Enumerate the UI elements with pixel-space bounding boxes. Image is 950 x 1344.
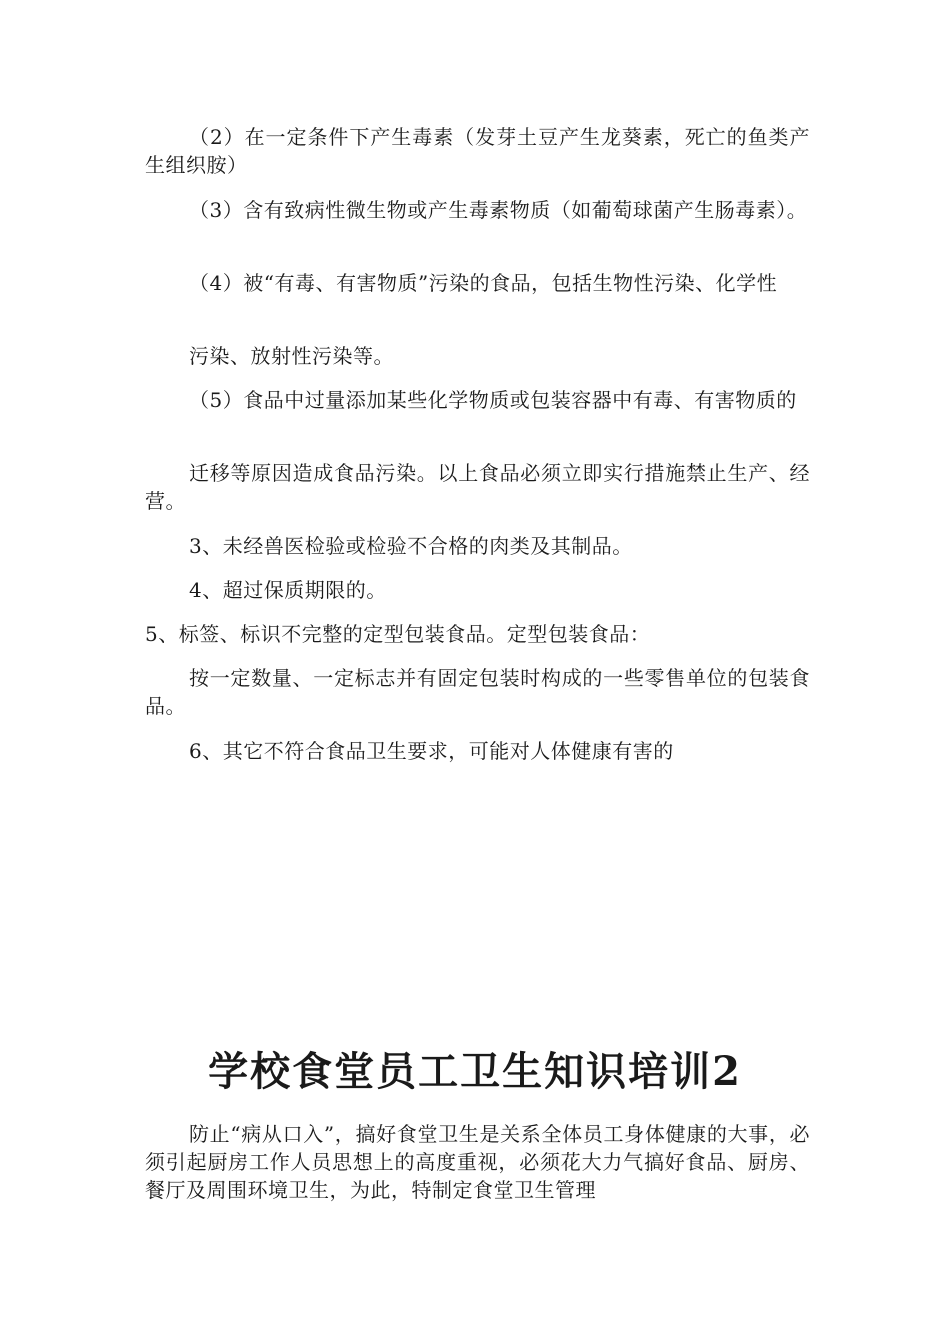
paragraph-intro: 防止“病从口入”，搞好食堂卫生是关系全体员工身体健康的大事，必须引起厨房工作人员思想上的高度重视，必须花大力气搞好食品、厨房、餐厅及周围环境卫生，为此，特制定食堂卫生管理 <box>145 1122 810 1202</box>
paragraph-packaged-food-definition: 按一定数量、一定标志并有固定包装时构成的一些零售单位的包装食品。 <box>145 666 810 718</box>
paragraph-chemical-additives: （5）食品中过量添加某些化学物质或包装容器中有毒、有害物质的 <box>189 388 797 412</box>
section-title: 学校食堂员工卫生知识培训2 <box>208 1048 742 1095</box>
paragraph-incomplete-labels: 5、标签、标识不完整的定型包装食品。定型包装食品： <box>145 622 651 646</box>
paragraph-toxic-contamination: （4）被“有毒、有害物质”污染的食品，包括生物性污染、化学性 <box>189 271 778 295</box>
paragraph-pathogenic-microbes: （3）含有致病性微生物或产生毒素物质（如葡萄球菌产生肠毒素）。 <box>189 198 808 222</box>
paragraph-other-unsanitary: 6、其它不符合食品卫生要求，可能对人体健康有害的 <box>189 739 674 763</box>
paragraph-uninspected-meat: 3、未经兽医检验或检验不合格的肉类及其制品。 <box>189 534 633 558</box>
paragraph-expired: 4、超过保质期限的。 <box>189 578 387 602</box>
paragraph-migration-contamination: 迁移等原因造成食品污染。以上食品必须立即实行措施禁止生产、经营。 <box>145 461 810 513</box>
paragraph-radioactive-contamination: 污染、放射性污染等。 <box>189 344 394 368</box>
paragraph-toxin-conditions: （2）在一定条件下产生毒素（发芽土豆产生龙葵素，死亡的鱼类产生组织胺） <box>145 125 810 177</box>
